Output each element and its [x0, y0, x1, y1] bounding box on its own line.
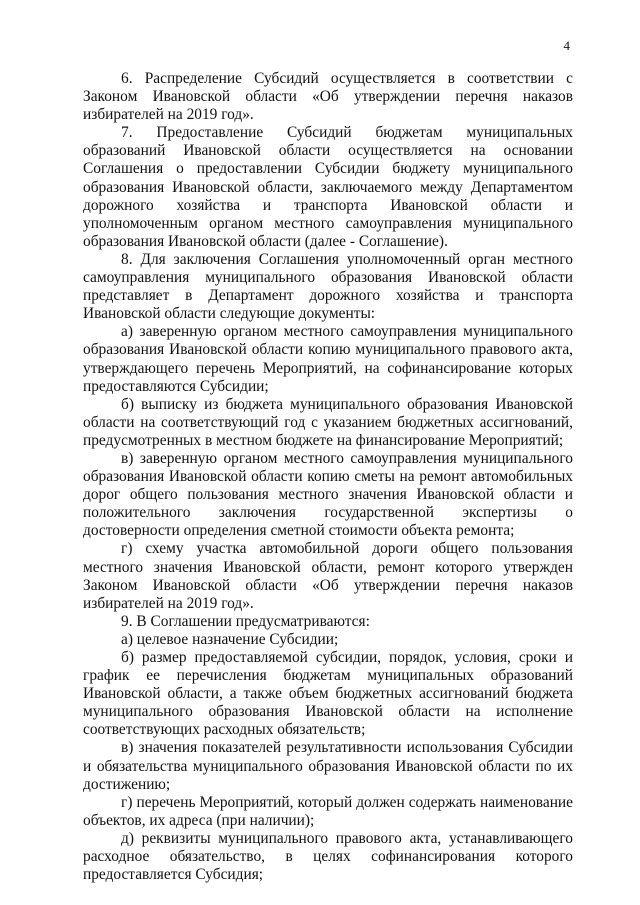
paragraph-subitem-8v: в) заверенную органом местного самоуправления муниципального образования Ивановской области копию сметы на ремонт автомобильных дорог общего пользования местного значения Ивановской области и положительного заключения государственной экспертизы о достоверности определения сметной стоимости объекта ремонта; [83, 449, 573, 540]
paragraph-subitem-9a: а) целевое назначение Субсидии; [121, 630, 339, 648]
paragraph-item-7: 7. Предоставление Субсидий бюджетам муниципальных образований Ивановской области осуществляется на основании Соглашения о предоставлении Субсидии бюджету муниципального образования Ивановской области, заключаемого между Департаментом дорожного хозяйства и транспорта Ивановской области и уполномоченным органом местного самоуправления муниципального образования Ивановской области (далее - Соглашение). [83, 124, 573, 250]
paragraph-subitem-9v: в) значения показателей результативности использования Субсидии и обязательства муниципального образования Ивановской области по их достижению; [83, 739, 573, 793]
paragraph-item-9: 9. В Соглашении предусматриваются: [121, 612, 370, 630]
paragraph-subitem-8b: б) выписку из бюджета муниципального образования Ивановской области на соответствующий год с указанием бюджетных ассигнований, предусмотренных в местном бюджете на финансирование Мероприятий; [83, 395, 573, 449]
paragraph-subitem-9g: г) перечень Мероприятий, который должен содержать наименование объектов, их адреса (при наличии); [83, 793, 573, 829]
paragraph-subitem-8g: г) схему участка автомобильной дороги общего пользования местного значения Ивановской области, ремонт которого утвержден Законом Ивановской области «Об утверждении перечня наказов избирателей на 2019 год». [83, 540, 573, 612]
document-body [83, 70, 573, 884]
paragraph-subitem-9b: б) размер предоставляемой субсидии, порядок, условия, сроки и график ее перечисления бюджетам муниципальных образований Ивановской области, а также объем бюджетных ассигнований бюджета муниципального образования Ивановской области на исполнение соответствующих расходных обязательств; [83, 649, 573, 739]
paragraph-item-6: 6. Распределение Субсидий осуществляется в соответствии с Законом Ивановской области «Об утверждении перечня наказов избирателей на 2019 год». [83, 70, 573, 124]
page-number: 4 [563, 38, 570, 53]
paragraph-subitem-9d: д) реквизиты муниципального правового акта, устанавливающего расходное обязательство, в целях софинансирования которого предоставляется Субсидия; [83, 829, 573, 884]
paragraph-item-8: 8. Для заключения Соглашения уполномоченный орган местного самоуправления муниципального образования Ивановской области представляет в Департамент дорожного хозяйства и транспорта Ивановской области следующие документы: [83, 250, 573, 323]
paragraph-subitem-8a: а) заверенную органом местного самоуправления муниципального образования Ивановской области копию муниципального правового акта, утверждающего перечень Мероприятий, на софинансирование которых предоставляются Субсидии; [83, 323, 573, 395]
